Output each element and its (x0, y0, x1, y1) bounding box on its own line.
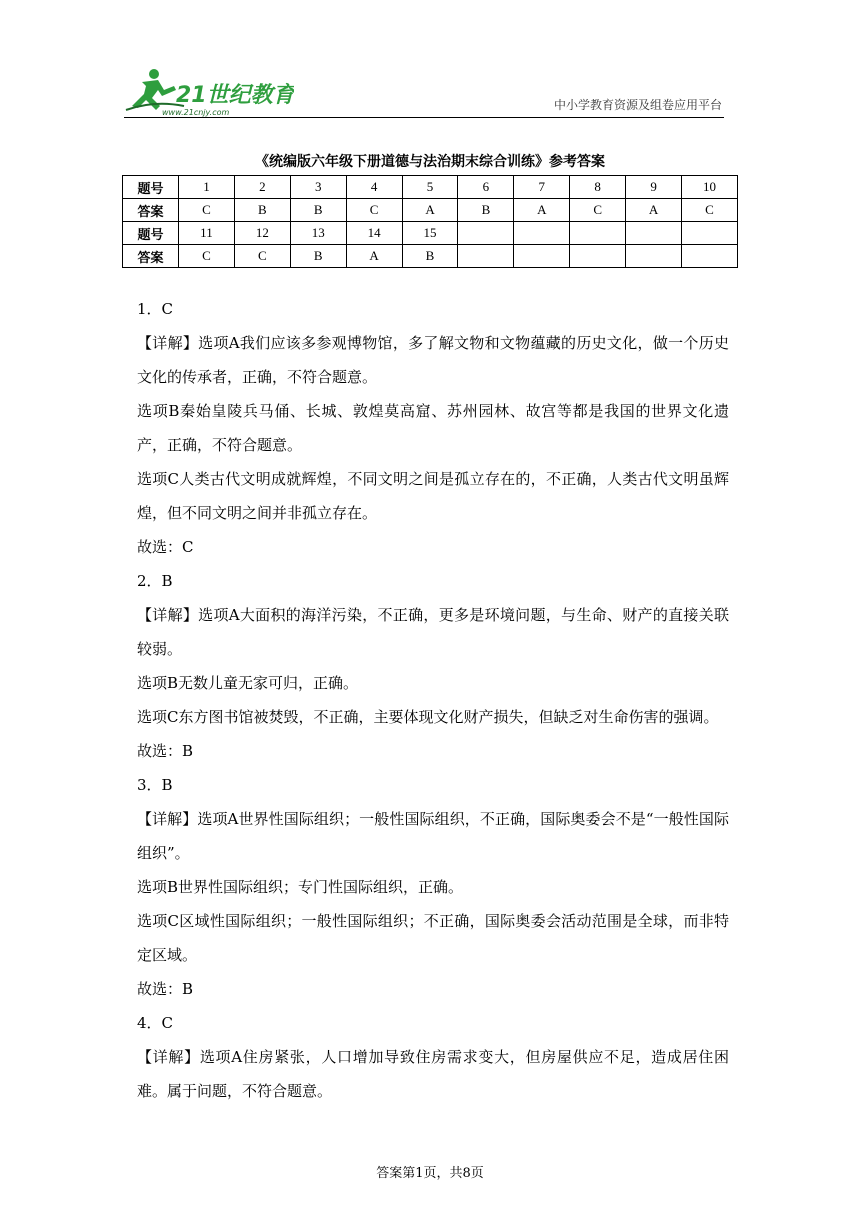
explanation-paragraph: 故选：C (137, 538, 194, 556)
table-cell: 5 (402, 176, 458, 199)
table-cell: C (346, 199, 402, 222)
table-cell (458, 222, 514, 245)
table-cell (458, 245, 514, 268)
table-cell: 13 (290, 222, 346, 245)
table-cell: A (402, 199, 458, 222)
answer-explanations (137, 292, 729, 1108)
site-logo (124, 66, 294, 118)
table-cell (570, 222, 626, 245)
logo-url-text: www.21cnjy.com (162, 108, 230, 117)
table-cell: 2 (234, 176, 290, 199)
table-cell (682, 222, 738, 245)
explanation-paragraph: 选项B无数儿童无家可归，正确。 (137, 674, 359, 692)
table-cell: B (234, 199, 290, 222)
table-cell: C (570, 199, 626, 222)
table-cell: 14 (346, 222, 402, 245)
explanation-paragraph: 选项B世界性国际组织；专门性国际组织，正确。 (137, 878, 464, 896)
table-row (123, 245, 738, 268)
answer-table (122, 175, 738, 268)
table-cell: 3 (290, 176, 346, 199)
explanation-paragraph: 故选：B (137, 980, 194, 998)
table-cell (514, 222, 570, 245)
explanation-paragraph: 4．C (137, 1014, 174, 1032)
explanation-paragraph: 选项B秦始皇陵兵马俑、长城、敦煌莫高窟、苏州园林、故宫等都是我国的世界文化遗产，正确，不符合题意。 (137, 402, 729, 454)
explanation-paragraph: 故选：B (137, 742, 194, 760)
table-cell: C (179, 245, 235, 268)
table-cell (626, 222, 682, 245)
explanation-paragraph: 选项C人类古代文明成就辉煌，不同文明之间是孤立存在的，不正确，人类古代文明虽辉煌，但不同文明之间并非孤立存在。 (137, 470, 729, 522)
table-cell: 11 (179, 222, 235, 245)
table-cell: 1 (179, 176, 235, 199)
table-cell: B (290, 199, 346, 222)
explanation-paragraph: 选项C区域性国际组织；一般性国际组织；不正确，国际奥委会活动范围是全球，而非特定区域。 (137, 912, 729, 964)
table-cell: B (290, 245, 346, 268)
explanation-paragraph: 【详解】选项A世界性国际组织；一般性国际组织，不正确，国际奥委会不是“一般性国际组织”。 (137, 810, 729, 862)
row-header: 答案 (123, 245, 179, 268)
table-cell: 4 (346, 176, 402, 199)
table-cell (626, 245, 682, 268)
platform-name: 中小学教育资源及组卷应用平台 (553, 98, 722, 112)
explanation-paragraph: 【详解】选项A住房紧张，人口增加导致住房需求变大，但房屋供应不足，造成居住困难。属于问题，不符合题意。 (137, 1048, 729, 1100)
logo-text: 21世纪教育 (176, 83, 294, 108)
table-cell: A (346, 245, 402, 268)
row-header: 答案 (123, 199, 179, 222)
table-cell: C (234, 245, 290, 268)
row-header: 题号 (123, 222, 179, 245)
table-cell: 8 (570, 176, 626, 199)
table-cell: A (626, 199, 682, 222)
table-cell (682, 245, 738, 268)
page-title: 《统编版六年级下册道德与法治期末综合训练》参考答案 (255, 154, 605, 170)
table-cell: C (682, 199, 738, 222)
table-cell: 10 (682, 176, 738, 199)
table-cell: 12 (234, 222, 290, 245)
table-cell: B (458, 199, 514, 222)
page-footer: 答案第1页，共8页 (376, 1166, 484, 1181)
table-cell (570, 245, 626, 268)
table-cell: C (179, 199, 235, 222)
table-cell: A (514, 199, 570, 222)
explanation-paragraph: 选项C东方图书馆被焚毁，不正确，主要体现文化财产损失，但缺乏对生命伤害的强调。 (137, 708, 719, 726)
table-cell: B (402, 245, 458, 268)
explanation-paragraph: 2．B (137, 572, 173, 590)
row-header: 题号 (123, 176, 179, 199)
table-cell: 15 (402, 222, 458, 245)
table-row (123, 176, 738, 199)
header-divider (124, 117, 724, 118)
explanation-paragraph: 3．B (137, 776, 173, 794)
table-row (123, 199, 738, 222)
explanation-paragraph: 1．C (137, 300, 174, 318)
table-cell: 7 (514, 176, 570, 199)
explanation-paragraph: 【详解】选项A我们应该多参观博物馆，多了解文物和文物蕴藏的历史文化，做一个历史文化的传承者，正确，不符合题意。 (137, 334, 729, 386)
table-cell: 9 (626, 176, 682, 199)
table-cell (514, 245, 570, 268)
table-row (123, 222, 738, 245)
explanation-paragraph: 【详解】选项A大面积的海洋污染，不正确，更多是环境问题，与生命、财产的直接关联较弱。 (137, 606, 729, 658)
table-cell: 6 (458, 176, 514, 199)
